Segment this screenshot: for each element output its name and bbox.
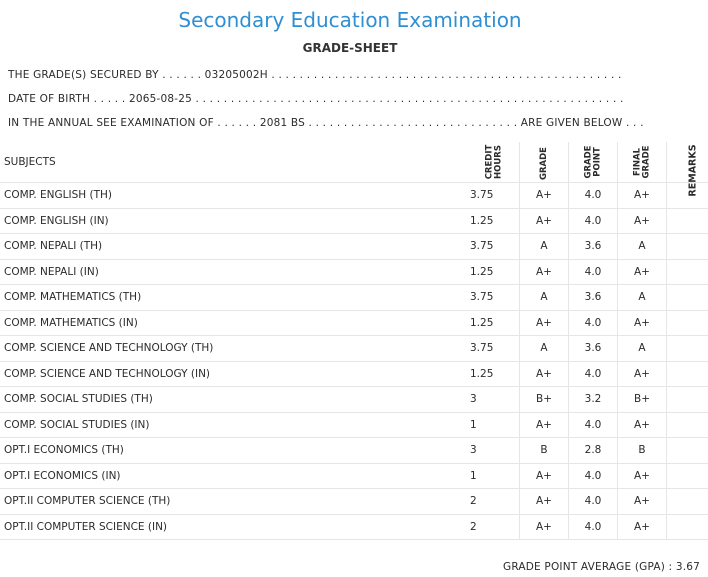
grade-cell: A xyxy=(520,234,569,260)
date-of-birth-line: DATE OF BIRTH . . . . . 2065-08-25 . . . . . . . . . . . . . . . . . . . . . . . . . . . . . . . . . . . . . . . . . . . . . . . . . . . . . . . . . . . . . xyxy=(8,93,624,105)
table-row xyxy=(0,208,708,234)
remarks-cell xyxy=(667,361,708,387)
final-grade-cell: A+ xyxy=(618,514,667,540)
table-row xyxy=(0,387,708,413)
grade-cell: A+ xyxy=(520,361,569,387)
table-header-row xyxy=(0,142,708,183)
grade-cell: A+ xyxy=(520,259,569,285)
subject-cell: COMP. NEPALI (IN) xyxy=(0,259,464,285)
grade-point-cell: 3.6 xyxy=(569,285,618,311)
final-grade-cell: A+ xyxy=(618,412,667,438)
final-grade-cell: A xyxy=(618,336,667,362)
grade-point-cell: 4.0 xyxy=(569,208,618,234)
final-grade-cell: B+ xyxy=(618,387,667,413)
final-grade-cell: A+ xyxy=(618,208,667,234)
remarks-cell xyxy=(667,285,708,311)
grade-point-header: GRADE POINT xyxy=(569,142,618,183)
page-title: Secondary Education Examination xyxy=(178,8,522,32)
grade-point-cell: 4.0 xyxy=(569,514,618,540)
credit-hours-cell: 1.25 xyxy=(464,259,520,285)
credit-hours-cell: 3 xyxy=(464,387,520,413)
credit-hours-cell: 3.75 xyxy=(464,285,520,311)
remarks-cell xyxy=(667,310,708,336)
credit-hours-cell: 1.25 xyxy=(464,310,520,336)
subject-cell: COMP. SCIENCE AND TECHNOLOGY (IN) xyxy=(0,361,464,387)
table-row xyxy=(0,259,708,285)
credit-hours-cell: 2 xyxy=(464,514,520,540)
table-row xyxy=(0,310,708,336)
remarks-cell xyxy=(667,412,708,438)
table-row xyxy=(0,183,708,209)
grade-point-cell: 3.2 xyxy=(569,387,618,413)
subject-cell: OPT.I ECONOMICS (IN) xyxy=(0,463,464,489)
table-row xyxy=(0,463,708,489)
grade-point-cell: 4.0 xyxy=(569,463,618,489)
final-grade-cell: A+ xyxy=(618,183,667,209)
subject-cell: COMP. SOCIAL STUDIES (TH) xyxy=(0,387,464,413)
final-grade-header: FINAL GRADE xyxy=(618,142,667,183)
grade-table-body xyxy=(0,183,708,540)
final-grade-cell: B xyxy=(618,438,667,464)
credit-hours-cell: 2 xyxy=(464,489,520,515)
remarks-cell xyxy=(667,514,708,540)
grade-point-cell: 2.8 xyxy=(569,438,618,464)
grade-cell: A+ xyxy=(520,208,569,234)
remarks-cell xyxy=(667,234,708,260)
subject-cell: COMP. ENGLISH (IN) xyxy=(0,208,464,234)
final-grade-cell: A xyxy=(618,234,667,260)
grade-header: GRADE xyxy=(520,142,569,183)
final-grade-cell: A+ xyxy=(618,489,667,515)
grade-cell: B xyxy=(520,438,569,464)
grade-point-cell: 3.6 xyxy=(569,336,618,362)
subject-cell: COMP. ENGLISH (TH) xyxy=(0,183,464,209)
subject-cell: COMP. NEPALI (TH) xyxy=(0,234,464,260)
subject-cell: COMP. SCIENCE AND TECHNOLOGY (TH) xyxy=(0,336,464,362)
credit-hours-cell: 3.75 xyxy=(464,336,520,362)
grade-cell: A xyxy=(520,336,569,362)
remarks-cell xyxy=(667,336,708,362)
grade-point-cell: 4.0 xyxy=(569,259,618,285)
grade-sheet-heading: GRADE-SHEET xyxy=(302,41,398,55)
subject-cell: OPT.II COMPUTER SCIENCE (TH) xyxy=(0,489,464,515)
gpa-summary: GRADE POINT AVERAGE (GPA) : 3.67 xyxy=(502,561,700,573)
grade-point-cell: 4.0 xyxy=(569,361,618,387)
table-row xyxy=(0,489,708,515)
table-row xyxy=(0,412,708,438)
grade-cell: A xyxy=(520,285,569,311)
credit-hours-cell: 1 xyxy=(464,463,520,489)
grade-point-cell: 3.6 xyxy=(569,234,618,260)
credit-hours-cell: 1.25 xyxy=(464,208,520,234)
subject-cell: COMP. MATHEMATICS (IN) xyxy=(0,310,464,336)
credit-hours-cell: 1.25 xyxy=(464,361,520,387)
table-row xyxy=(0,234,708,260)
remarks-cell xyxy=(667,489,708,515)
grade-cell: A+ xyxy=(520,412,569,438)
remarks-cell xyxy=(667,208,708,234)
credit-hours-cell: 3.75 xyxy=(464,183,520,209)
grade-cell: A+ xyxy=(520,183,569,209)
table-row xyxy=(0,438,708,464)
grade-cell: A+ xyxy=(520,489,569,515)
table-row xyxy=(0,336,708,362)
table-row xyxy=(0,361,708,387)
credit-hours-header: CREDIT HOURS xyxy=(464,142,520,183)
exam-line: IN THE ANNUAL SEE EXAMINATION OF . . . . . . 2081 BS . . . . . . . . . . . . . . . . . . . . . . . . . . . . . . ARE GIVEN BELOW . . . xyxy=(8,117,644,129)
remarks-header: REMARKS xyxy=(667,142,708,183)
table-row xyxy=(0,514,708,540)
final-grade-cell: A+ xyxy=(618,259,667,285)
remarks-cell xyxy=(667,259,708,285)
grade-point-cell: 4.0 xyxy=(569,489,618,515)
table-row xyxy=(0,285,708,311)
subjects-header: SUBJECTS xyxy=(0,142,464,183)
final-grade-cell: A xyxy=(618,285,667,311)
grade-point-cell: 4.0 xyxy=(569,310,618,336)
remarks-cell xyxy=(667,463,708,489)
grade-cell: B+ xyxy=(520,387,569,413)
grade-table xyxy=(0,142,708,540)
subject-cell: OPT.II COMPUTER SCIENCE (IN) xyxy=(0,514,464,540)
subject-cell: OPT.I ECONOMICS (TH) xyxy=(0,438,464,464)
subject-cell: COMP. MATHEMATICS (TH) xyxy=(0,285,464,311)
credit-hours-cell: 3 xyxy=(464,438,520,464)
credit-hours-cell: 3.75 xyxy=(464,234,520,260)
remarks-cell xyxy=(667,387,708,413)
grade-secured-by-line: THE GRADE(S) SECURED BY . . . . . . 03205002H . . . . . . . . . . . . . . . . . . . . . . . . . . . . . . . . . . . . . . . . . . . . . . . . . . xyxy=(8,69,622,81)
final-grade-cell: A+ xyxy=(618,463,667,489)
credit-hours-cell: 1 xyxy=(464,412,520,438)
grade-point-cell: 4.0 xyxy=(569,183,618,209)
grade-cell: A+ xyxy=(520,463,569,489)
grade-cell: A+ xyxy=(520,310,569,336)
grade-cell: A+ xyxy=(520,514,569,540)
grade-point-cell: 4.0 xyxy=(569,412,618,438)
subject-cell: COMP. SOCIAL STUDIES (IN) xyxy=(0,412,464,438)
final-grade-cell: A+ xyxy=(618,361,667,387)
remarks-cell xyxy=(667,438,708,464)
final-grade-cell: A+ xyxy=(618,310,667,336)
